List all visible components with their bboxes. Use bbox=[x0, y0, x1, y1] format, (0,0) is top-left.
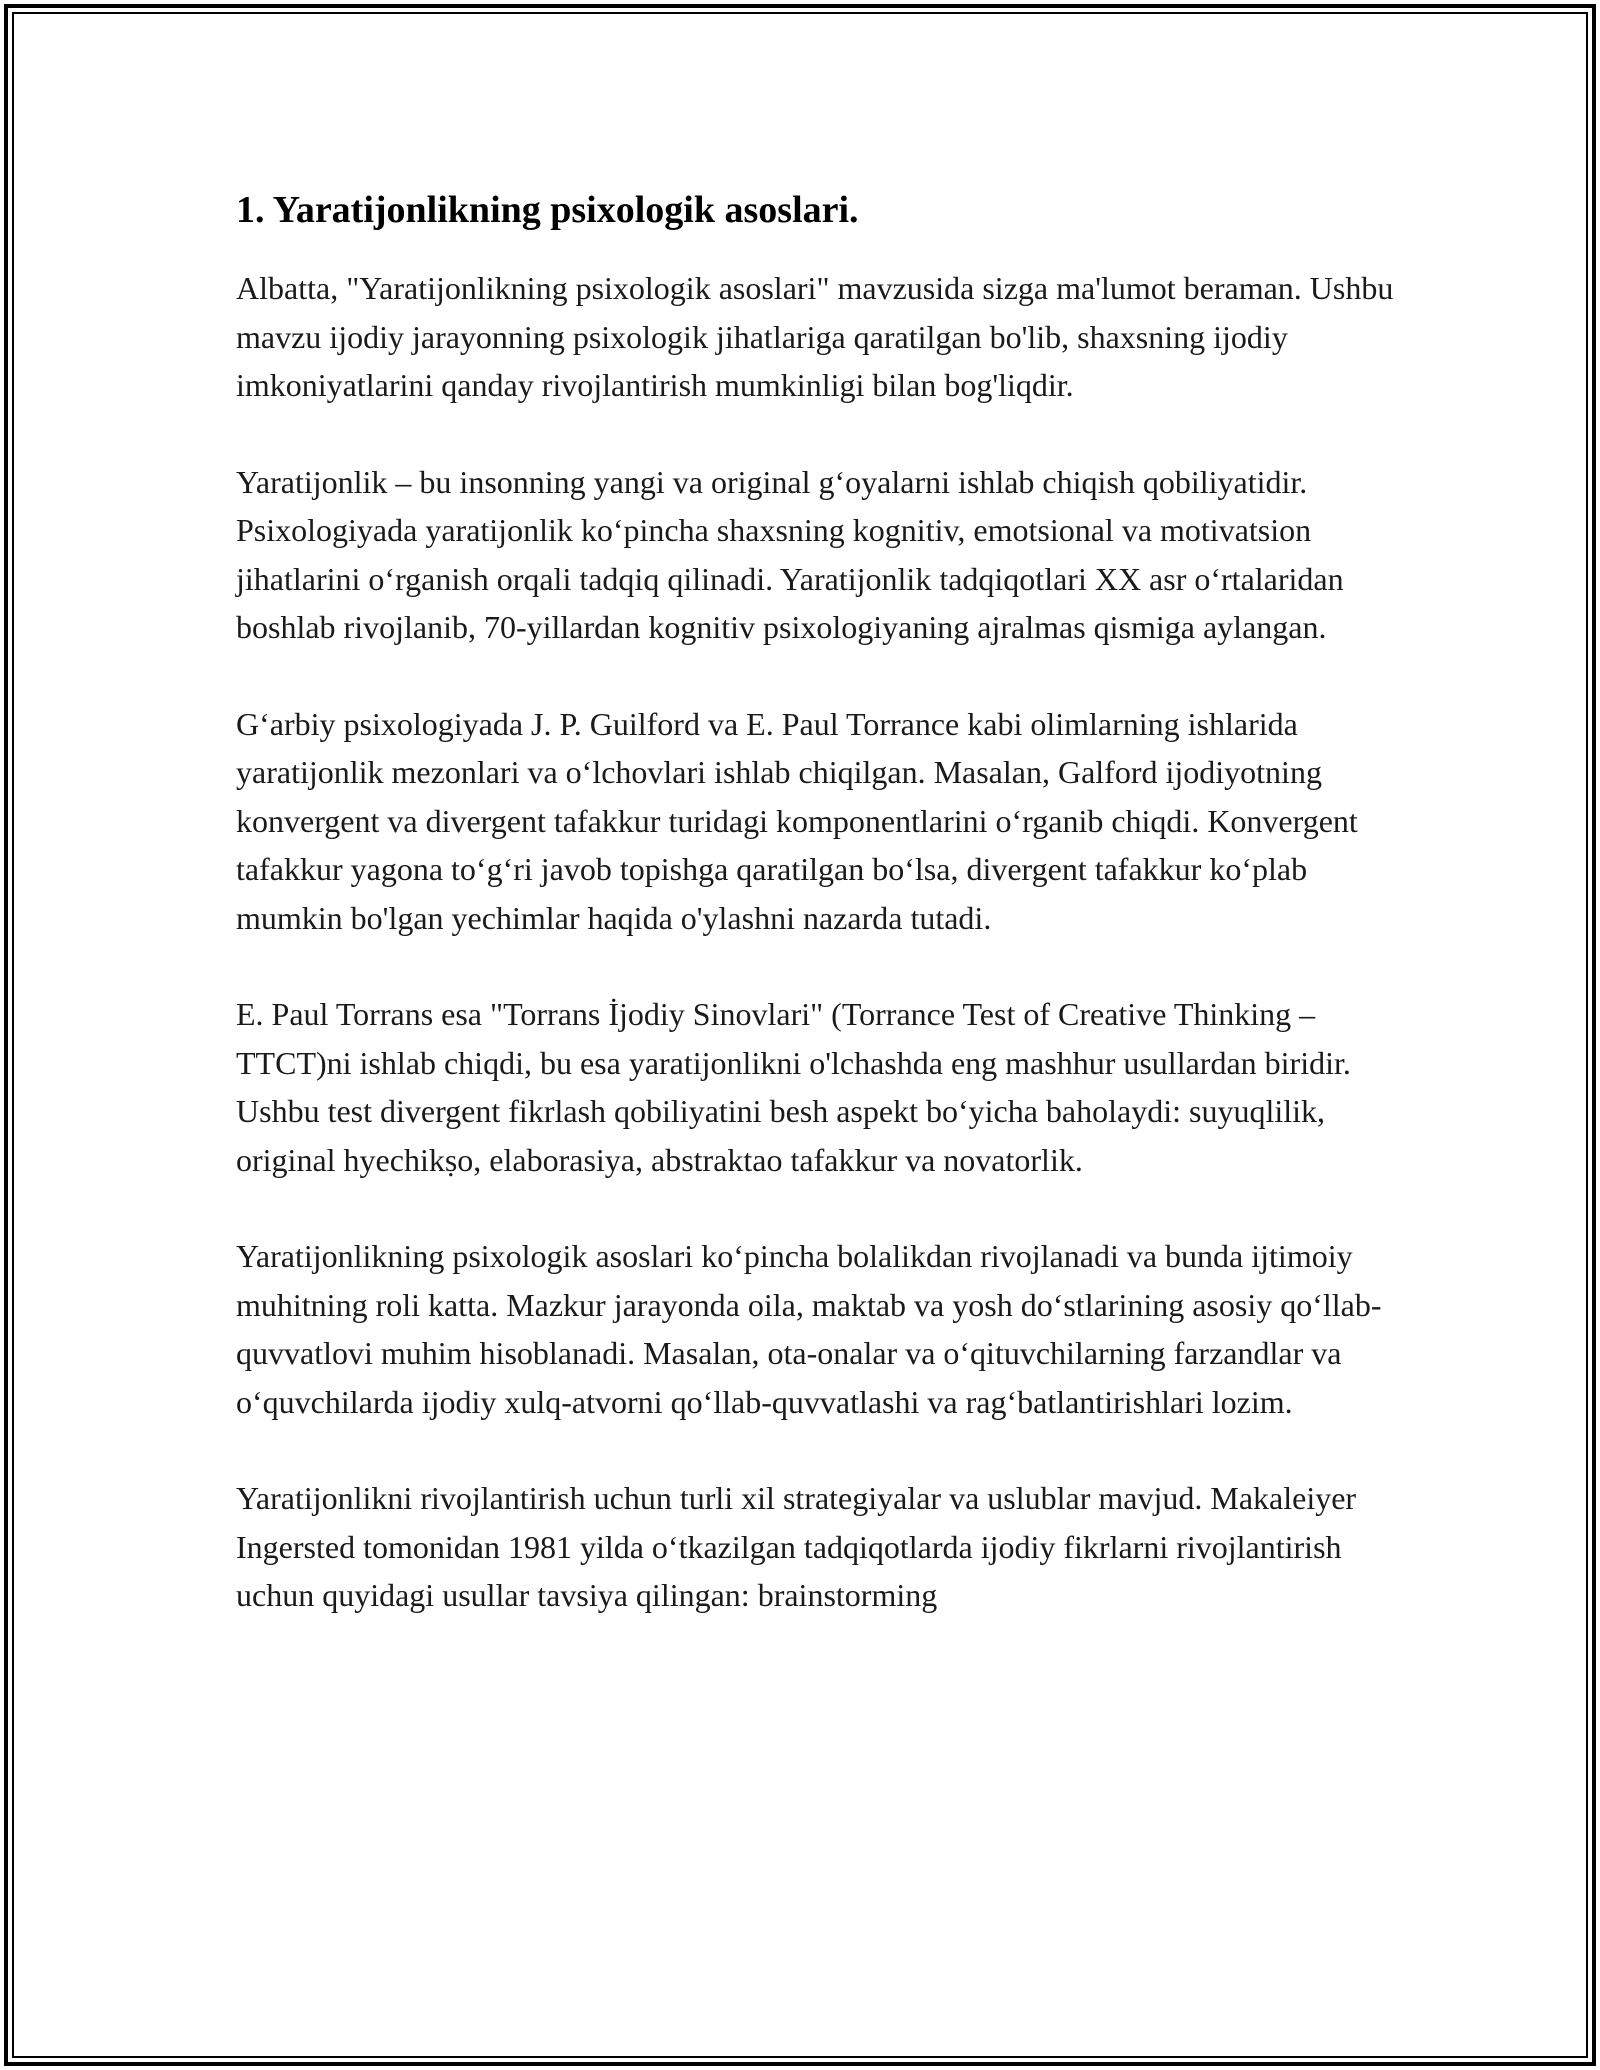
paragraph-strategies: Yaratijonlikni rivojlantirish uchun turli xil strategiyalar va uslublar mavjud. Makaleiyer Ingersted tomonidan 1981 yilda o‘tkazilgan tadqiqotlarda ijodiy fikrlarni rivojlantirish uchun quyidagi usullar tavsiya qilingan: brainstorming bbox=[236, 1480, 1357, 1613]
document-body bbox=[236, 186, 1406, 1668]
paragraph-definition: Yaratijonlik – bu insonning yangi va original g‘oyalarni ishlab chiqish qobiliyatidir. Psixologiyada yaratijonlik ko‘pincha shaxsning kognitiv, emotsional va motivatsion jihatlarini o‘rganish orqali tadqiq qilinadi. Yaratijonlik tadqiqotlari XX asr o‘rtalaridan boshlab rivojlanib, 70-yillardan kognitiv psixologiyaning ajralmas qismiga aylangan. bbox=[236, 463, 1344, 645]
paragraph-guilford: G‘arbiy psixologiyada J. P. Guilford va E. Paul Torrance kabi olimlarning ishlarida yaratijonlik mezonlari va o‘lchovlari ishlab chiqilgan. Masalan, Galford ijodiyotning konvergent va divergent tafakkur turidagi komponentlarini o‘rganib chiqdi. Konvergent tafakkur yagona to‘g‘ri javob topishga qaratilgan bo‘lsa, divergent tafakkur ko‘plab mumkin bo'lgan yechimlar haqida o'ylashni nazarda tutadi. bbox=[236, 705, 1358, 936]
paragraph-intro: Albatta, "Yaratijonlikning psixologik asoslari" mavzusida sizga ma'lumot beraman. Ushbu mavzu ijodiy jarayonning psixologik jihatlariga qaratilgan bo'lib, shaxsning ijodiy imkoniyatlarini qanday rivojlantirish mumkinligi bilan bog'liqdir. bbox=[236, 270, 1394, 403]
paragraph-torrance: E. Paul Torrans esa "Torrans İjodiy Sinovlari" (Torrance Test of Creative Thinking – TTCT)ni ishlab chiqdi, bu esa yaratijonlikni o'lchashda eng mashhur usullardan biridir. Ushbu test divergent fikrlash qobiliyatini besh aspekt bo‘yicha baholaydi: suyuqlilik, original hyechikṣo, elaborasiya, abstraktao tafakkur va novatorlik. bbox=[236, 996, 1351, 1178]
section-heading: 1. Yaratijonlikning psixologik asoslari. bbox=[236, 189, 859, 231]
paragraph-childhood: Yaratijonlikning psixologik asoslari ko‘pincha bolalikdan rivojlanadi va bunda ijtimoiy muhitning roli katta. Mazkur jarayonda oila, maktab va yosh do‘stlarining asosiy qo‘llab-quvvatlovi muhim hisoblanadi. Masalan, ota-onalar va o‘qituvchilarning farzandlar va o‘quvchilarda ijodiy xulq-atvorni qo‘llab-quvvatlashi va rag‘batlantirishlari lozim. bbox=[236, 1238, 1382, 1420]
